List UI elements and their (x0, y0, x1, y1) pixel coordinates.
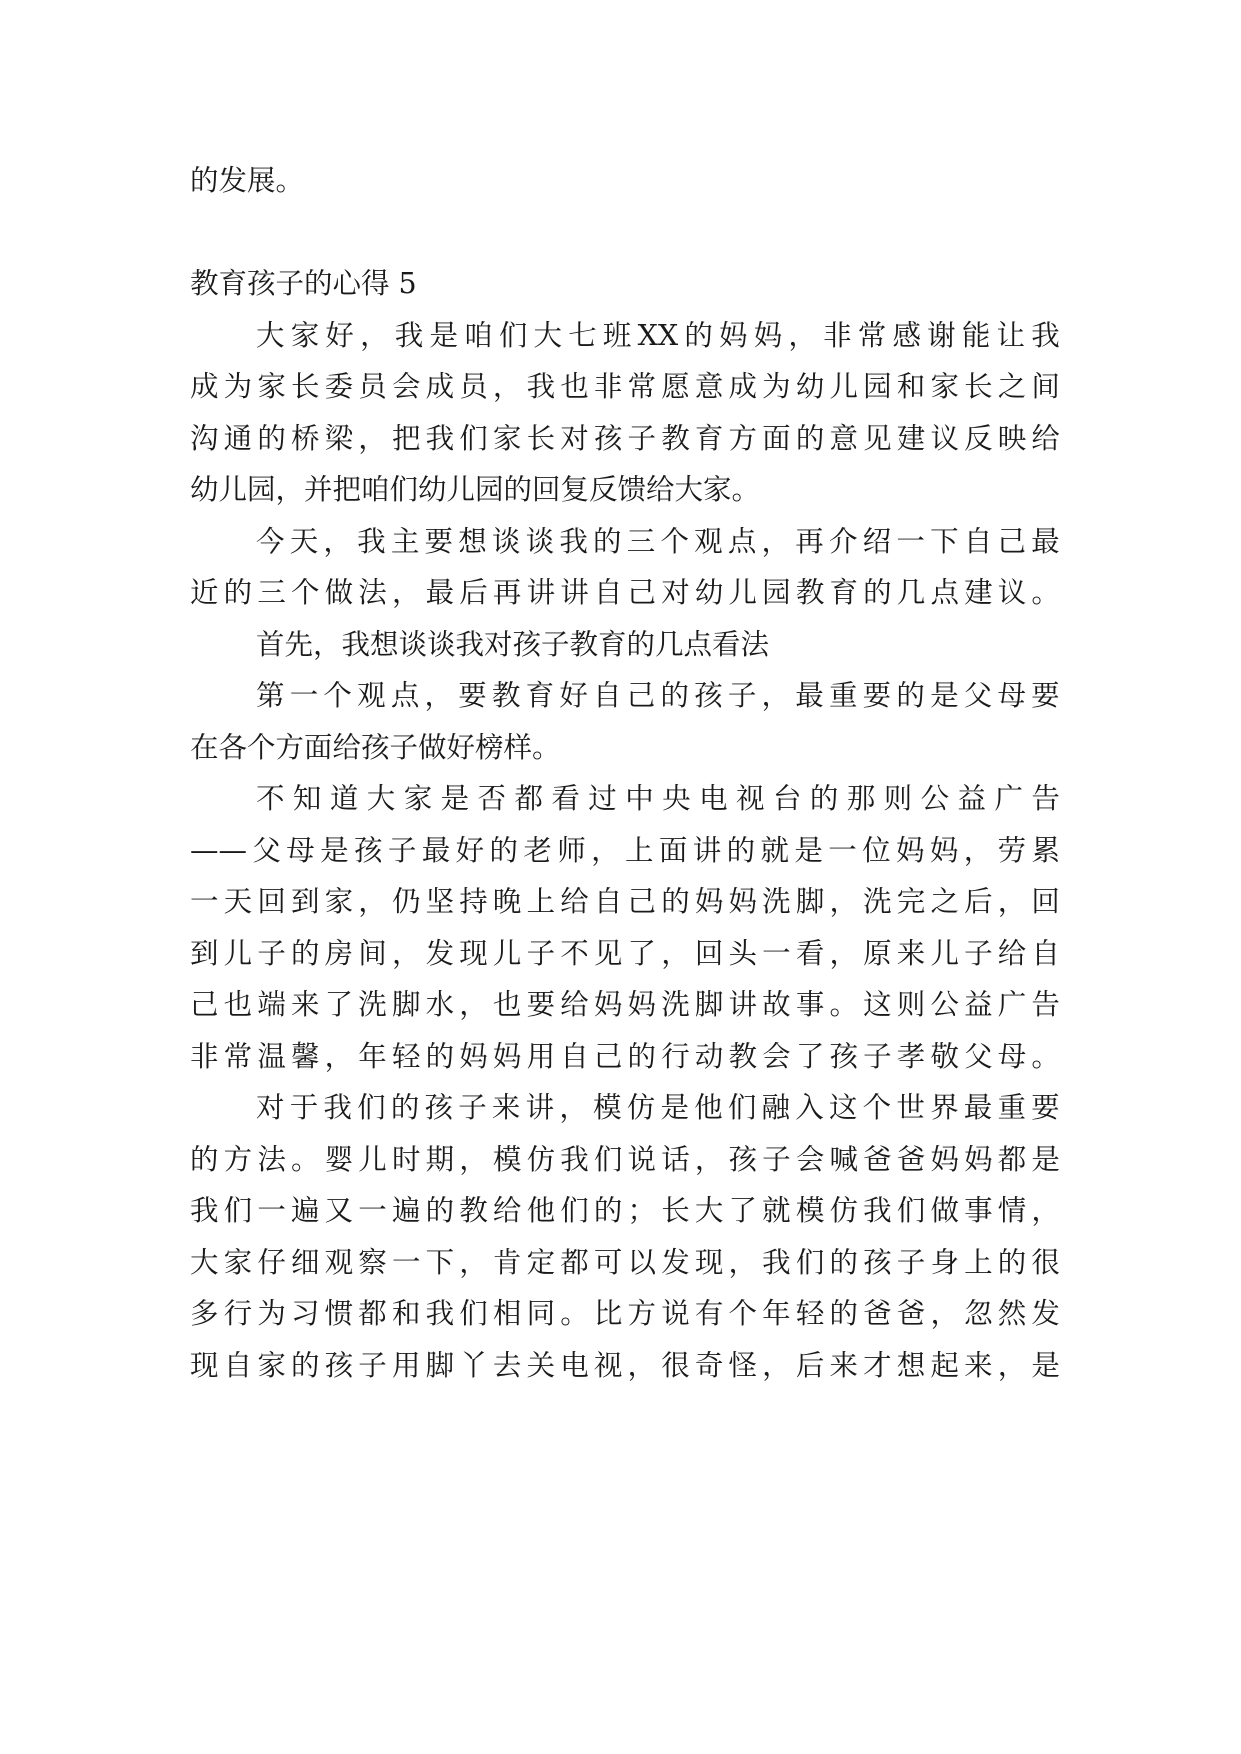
text-line: 的 方 法 。 婴 儿 时 期 ， 模 仿 我 们 说 话 ， 孩 子 会 喊 爸 爸 妈 妈 都 是 (190, 1142, 1060, 1176)
text-line: 沟 通 的 桥 梁 ， 把 我 们 家 长 对 孩 子 教 育 方 面 的 意 见 建 议 反 映 给 (190, 421, 1060, 455)
text-line: 的发展。 (190, 164, 305, 197)
text-line: 不 知 道 大 家 是 否 都 看 过 中 央 电 视 台 的 那 则 公 益 广 告 (256, 782, 1060, 815)
text-line: —— 父 母 是 孩 子 最 好 的 老 师 ， 上 面 讲 的 就 是 一 位 妈 妈 ， 劳 累 (190, 833, 1060, 867)
text-line: 在各个方面给孩子做好榜样。 (190, 730, 561, 764)
document-body (190, 155, 1060, 1391)
text-line: 己 也 端 来 了 洗 脚 水 ， 也 要 给 妈 妈 洗 脚 讲 故 事 。 这 则 公 益 广 告 (190, 988, 1060, 1021)
text-line: 现 自 家 的 孩 子 用 脚 丫 去 关 电 视 ， 很 奇 怪 ， 后 来 才 想 起 来 ， 是 (190, 1348, 1060, 1382)
text-line: 首先，我想谈谈我对孩子教育的几点看法 (256, 627, 770, 661)
text-line: 对 于 我 们 的 孩 子 来 讲 ， 模 仿 是 他 们 融 入 这 个 世 界 最 重 要 (256, 1091, 1060, 1124)
text-line: 近 的 三 个 做 法 ， 最 后 再 讲 讲 自 己 对 幼 儿 园 教 育 的 几 点 建 议 。 (190, 576, 1060, 609)
text-line: 大 家 好 ， 我 是 咱 们 大 七 班 XX 的 妈 妈 ， 非 常 感 谢 能 让 我 (256, 318, 1060, 352)
text-line: 幼儿园，并把咱们幼儿园的回复反馈给大家。 (190, 473, 761, 506)
text-line: 非 常 温 馨 ， 年 轻 的 妈 妈 用 自 己 的 行 动 教 会 了 孩 子 孝 敬 父 母 。 (190, 1039, 1060, 1073)
text-line: 一 天 回 到 家 ， 仍 坚 持 晚 上 给 自 己 的 妈 妈 洗 脚 ， 洗 完 之 后 ， 回 (190, 885, 1060, 918)
text-line: 我 们 一 遍 又 一 遍 的 教 给 他 们 的 ； 长 大 了 就 模 仿 我 们 做 事 情 ， (190, 1194, 1060, 1227)
text-line: 大 家 仔 细 观 察 一 下 ， 肯 定 都 可 以 发 现 ， 我 们 的 孩 子 身 上 的 很 (190, 1245, 1060, 1279)
text-line: 今 天 ， 我 主 要 想 谈 谈 我 的 三 个 观 点 ， 再 介 绍 一 下 自 己 最 (256, 524, 1060, 558)
text-line: 到 儿 子 的 房 间 ， 发 现 儿 子 不 见 了 ， 回 头 一 看 ， 原 来 儿 子 给 自 (190, 936, 1060, 970)
text-line: 成 为 家 长 委 员 会 成 员 ， 我 也 非 常 愿 意 成 为 幼 儿 园 和 家 长 之 间 (190, 370, 1060, 403)
text-line: 多 行 为 习 惯 都 和 我 们 相 同 。 比 方 说 有 个 年 轻 的 爸 爸 ， 忽 然 发 (190, 1297, 1060, 1330)
section-heading: 教育孩子的心得 5 (190, 267, 417, 300)
text-line: 第 一 个 观 点 ， 要 教 育 好 自 己 的 孩 子 ， 最 重 要 的 是 父 母 要 (256, 679, 1060, 712)
blank-line (190, 207, 1060, 259)
